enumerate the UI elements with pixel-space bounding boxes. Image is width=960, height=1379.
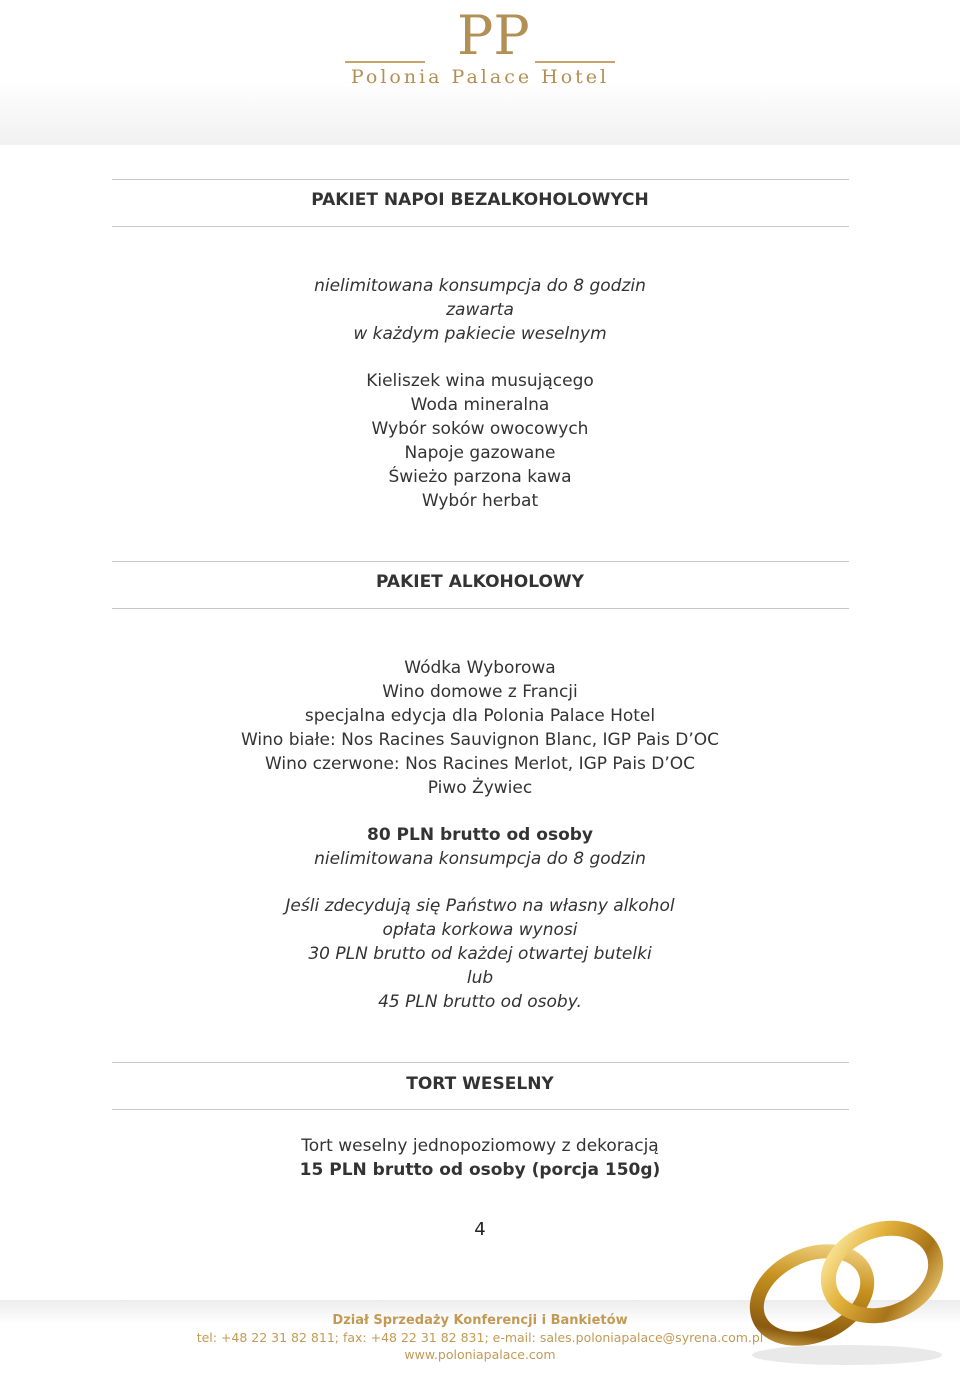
list-item: Wino białe: Nos Racines Sauvignon Blanc, IGP Pais D’OC xyxy=(240,730,719,750)
list-item: Wybór soków owocowych xyxy=(371,419,589,439)
divider xyxy=(112,179,849,180)
non-alcoholic-intro xyxy=(0,274,960,346)
corkage-line: lub xyxy=(466,968,494,988)
divider xyxy=(112,608,849,609)
corkage-line: opłata korkowa wynosi xyxy=(382,920,578,940)
cake-info xyxy=(0,1134,960,1182)
divider xyxy=(112,226,849,227)
list-item: Wódka Wyborowa xyxy=(404,658,556,678)
monogram-logo-icon xyxy=(455,2,530,67)
corkage-line: 30 PLN brutto od każdej otwartej butelki xyxy=(308,944,652,964)
corkage-info xyxy=(0,894,960,1014)
intro-line: w każdym pakiecie weselnym xyxy=(353,324,607,344)
footer-department: Dział Sprzedaży Konferencji i Bankietów xyxy=(332,1313,628,1328)
monogram-letter-1: PP xyxy=(457,4,530,67)
section-title-cake: TORT WESELNY xyxy=(406,1074,554,1094)
cake-price: 15 PLN brutto od osoby (porcja 150g) xyxy=(299,1160,661,1180)
brand-name: Polonia Palace Hotel xyxy=(350,66,610,88)
footer-contact: tel: +48 22 31 82 811; fax: +48 22 31 82 831; e-mail: sales.poloniapalace@syrena.com.pl xyxy=(196,1330,764,1345)
logo-divider-left xyxy=(345,61,425,63)
list-item: Wybór herbat xyxy=(421,491,539,511)
divider xyxy=(112,1109,849,1110)
intro-line: nielimitowana konsumpcja do 8 godzin xyxy=(314,276,646,296)
cake-description: Tort weselny jednopoziomowy z dekoracją xyxy=(301,1136,659,1156)
section-title-non-alcoholic: PAKIET NAPOI BEZALKOHOLOWYCH xyxy=(311,190,649,210)
corkage-line: Jeśli zdecydują się Państwo na własny alkohol xyxy=(285,896,675,916)
page-header xyxy=(0,0,960,145)
logo-divider-right xyxy=(535,61,615,63)
list-item: Kieliszek wina musującego xyxy=(366,371,594,391)
ring-right xyxy=(816,1214,948,1331)
section-title-alcoholic: PAKIET ALKOHOLOWY xyxy=(376,572,584,592)
divider xyxy=(112,1062,849,1063)
alcoholic-price xyxy=(0,823,960,871)
list-item: Wino domowe z Francji xyxy=(382,682,578,702)
list-item: Piwo Żywiec xyxy=(427,778,533,798)
footer-website[interactable]: www.poloniapalace.com xyxy=(404,1347,556,1362)
corkage-line: 45 PLN brutto od osoby. xyxy=(378,992,582,1012)
intro-line: zawarta xyxy=(446,300,514,320)
price-note: nielimitowana konsumpcja do 8 godzin xyxy=(314,849,646,869)
alcoholic-items xyxy=(0,656,960,800)
rings-shadow xyxy=(752,1345,942,1365)
divider xyxy=(112,561,849,562)
list-item: Woda mineralna xyxy=(410,395,550,415)
list-item: Świeżo parzona kawa xyxy=(388,467,572,487)
wedding-rings-icon xyxy=(742,1210,960,1370)
ring-left xyxy=(743,1234,882,1356)
price-label: 80 PLN brutto od osoby xyxy=(366,825,593,845)
non-alcoholic-items xyxy=(0,369,960,513)
list-item: specjalna edycja dla Polonia Palace Hotel xyxy=(304,706,656,726)
list-item: Wino czerwone: Nos Racines Merlot, IGP Pais D’OC xyxy=(264,754,696,774)
list-item: Napoje gazowane xyxy=(404,443,556,463)
page-number: 4 xyxy=(474,1219,486,1240)
